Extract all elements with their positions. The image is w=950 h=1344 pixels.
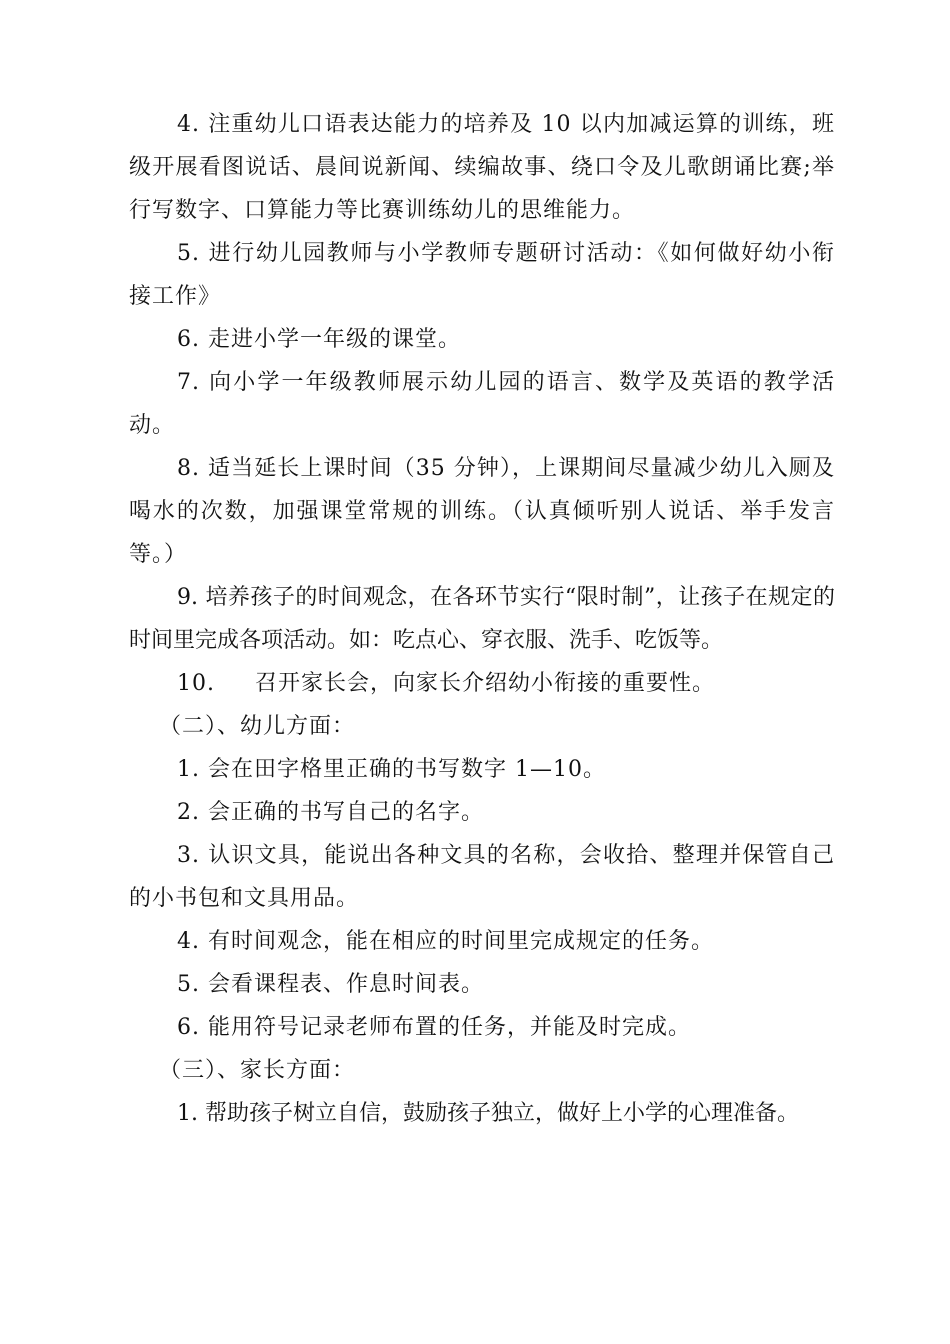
children-item-2: 2. 会正确的书写自己的名字。: [177, 800, 484, 825]
paragraph-item-10: [129, 662, 835, 705]
section-heading-parents: （三）、家长方面：: [159, 1058, 356, 1083]
children-item-6: 6. 能用符号记录老师布置的任务，并能及时完成。: [177, 1015, 691, 1040]
children-item-5: 5. 会看课程表、作息时间表。: [177, 972, 484, 997]
item-text: 召开家长会，向家长介绍幼小衔接的重要性。: [255, 671, 716, 696]
paragraph-item-9: 9. 培养孩子的时间观念，在各环节实行“限时制”，让孩子在规定的时间里完成各项活动。如：吃点心、穿衣服、洗手、吃饭等。: [129, 585, 835, 653]
children-item-4: 4. 有时间观念，能在相应的时间里完成规定的任务。: [177, 929, 714, 954]
item-number: 10.: [177, 671, 215, 696]
paragraph-item-6: 6. 走进小学一年级的课堂。: [177, 327, 461, 352]
paragraph-item-4: 4. 注重幼儿口语表达能力的培养及 10 以内加减运算的训练，班级开展看图说话、晨间说新闻、续编故事、绕口令及儿歌朗诵比赛;举行写数字、口算能力等比赛训练幼儿的思维能力。: [129, 112, 835, 223]
children-item-1: 1. 会在田字格里正确的书写数字 1—10。: [177, 757, 606, 782]
paragraph-item-8: 8. 适当延长上课时间（35 分钟），上课期间尽量减少幼儿入厕及喝水的次数，加强课堂常规的训练。（认真倾听别人说话、举手发言等。）: [129, 456, 835, 567]
document-body: [129, 103, 835, 1135]
parents-item-1: 1. 帮助孩子树立自信，鼓励孩子独立，做好上小学的心理准备。: [177, 1101, 799, 1126]
section-heading-children: （二）、幼儿方面：: [159, 714, 356, 739]
children-item-3: 3. 认识文具，能说出各种文具的名称，会收拾、整理并保管自己的小书包和文具用品。: [129, 843, 835, 911]
paragraph-item-5: 5. 进行幼儿园教师与小学教师专题研讨活动：《如何做好幼小衔接工作》: [129, 241, 835, 309]
paragraph-item-7: 7. 向小学一年级教师展示幼儿园的语言、数学及英语的教学活动。: [129, 370, 835, 438]
